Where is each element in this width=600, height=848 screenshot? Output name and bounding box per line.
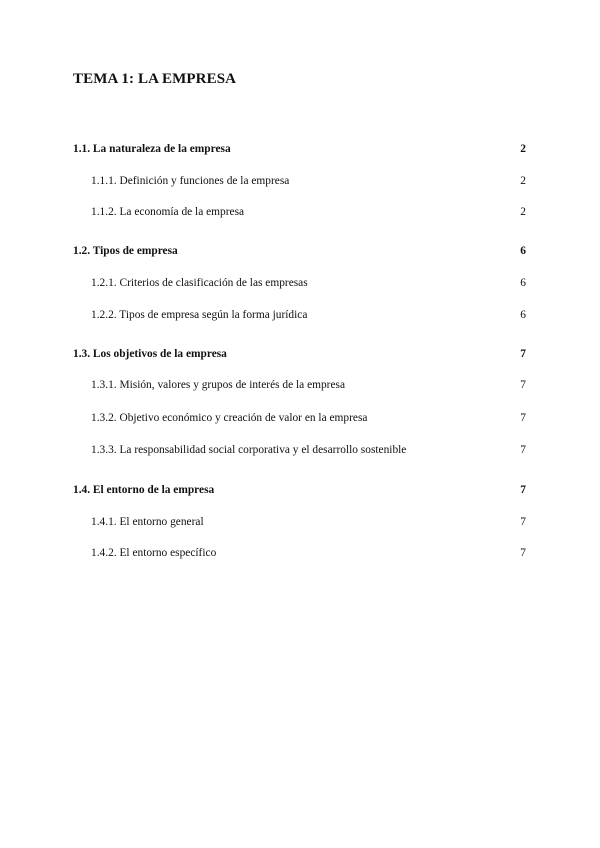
toc-subsection-1-3-3[interactable] [73, 442, 528, 458]
toc-subsection-label: 1.2.1. Criterios de clasificación de las empresas [91, 277, 308, 289]
toc-page-number: 7 [520, 484, 526, 496]
toc-subsection-label: 1.4.1. El entorno general [91, 516, 204, 528]
toc-subsection-1-3-1[interactable] [73, 377, 528, 393]
toc-section-1-1[interactable] [73, 141, 528, 157]
toc-subsection-label: 1.3.2. Objetivo económico y creación de valor en la empresa [91, 412, 368, 424]
toc-page-number: 7 [520, 444, 526, 456]
toc-section-label: 1.2. Tipos de empresa [73, 245, 178, 257]
toc-page-number: 7 [520, 412, 526, 424]
toc-page-number: 2 [520, 175, 526, 187]
toc-section-label: 1.4. El entorno de la empresa [73, 484, 215, 496]
toc-page-number: 2 [520, 143, 526, 155]
toc-subsection-1-1-1[interactable] [73, 173, 528, 189]
toc-subsection-label: 1.3.3. La responsabilidad social corporativa y el desarrollo sostenible [91, 444, 407, 456]
toc-section-1-2[interactable] [73, 243, 528, 259]
toc-subsection-label: 1.1.2. La economía de la empresa [91, 206, 245, 218]
toc-page-number: 2 [520, 206, 526, 218]
toc-page-number: 7 [520, 516, 526, 528]
toc-page-number: 6 [520, 309, 526, 321]
toc-subsection-1-1-2[interactable] [73, 204, 528, 220]
toc-page-number: 7 [520, 379, 526, 391]
toc-section-1-3[interactable] [73, 346, 528, 362]
toc-subsection-1-4-2[interactable] [73, 545, 528, 561]
toc-subsection-1-4-1[interactable] [73, 514, 528, 530]
toc-section-label: 1.1. La naturaleza de la empresa [73, 143, 231, 155]
toc-page-number: 7 [520, 547, 526, 559]
toc-subsection-1-2-2[interactable] [73, 307, 528, 323]
toc-subsection-1-3-2[interactable] [73, 410, 528, 426]
toc-subsection-label: 1.3.1. Misión, valores y grupos de interés de la empresa [91, 379, 346, 391]
toc-section-label: 1.3. Los objetivos de la empresa [73, 348, 227, 360]
toc-page-number: 6 [520, 277, 526, 289]
toc-subsection-1-2-1[interactable] [73, 275, 528, 291]
toc-subsection-label: 1.1.1. Definición y funciones de la empresa [91, 175, 290, 187]
toc-subsection-label: 1.2.2. Tipos de empresa según la forma jurídica [91, 309, 308, 321]
toc-subsection-label: 1.4.2. El entorno específico [91, 547, 217, 559]
toc-section-1-4[interactable] [73, 482, 528, 498]
toc-page-number: 7 [520, 348, 526, 360]
toc-page-number: 6 [520, 245, 526, 257]
page-title: TEMA 1: LA EMPRESA [73, 71, 237, 87]
